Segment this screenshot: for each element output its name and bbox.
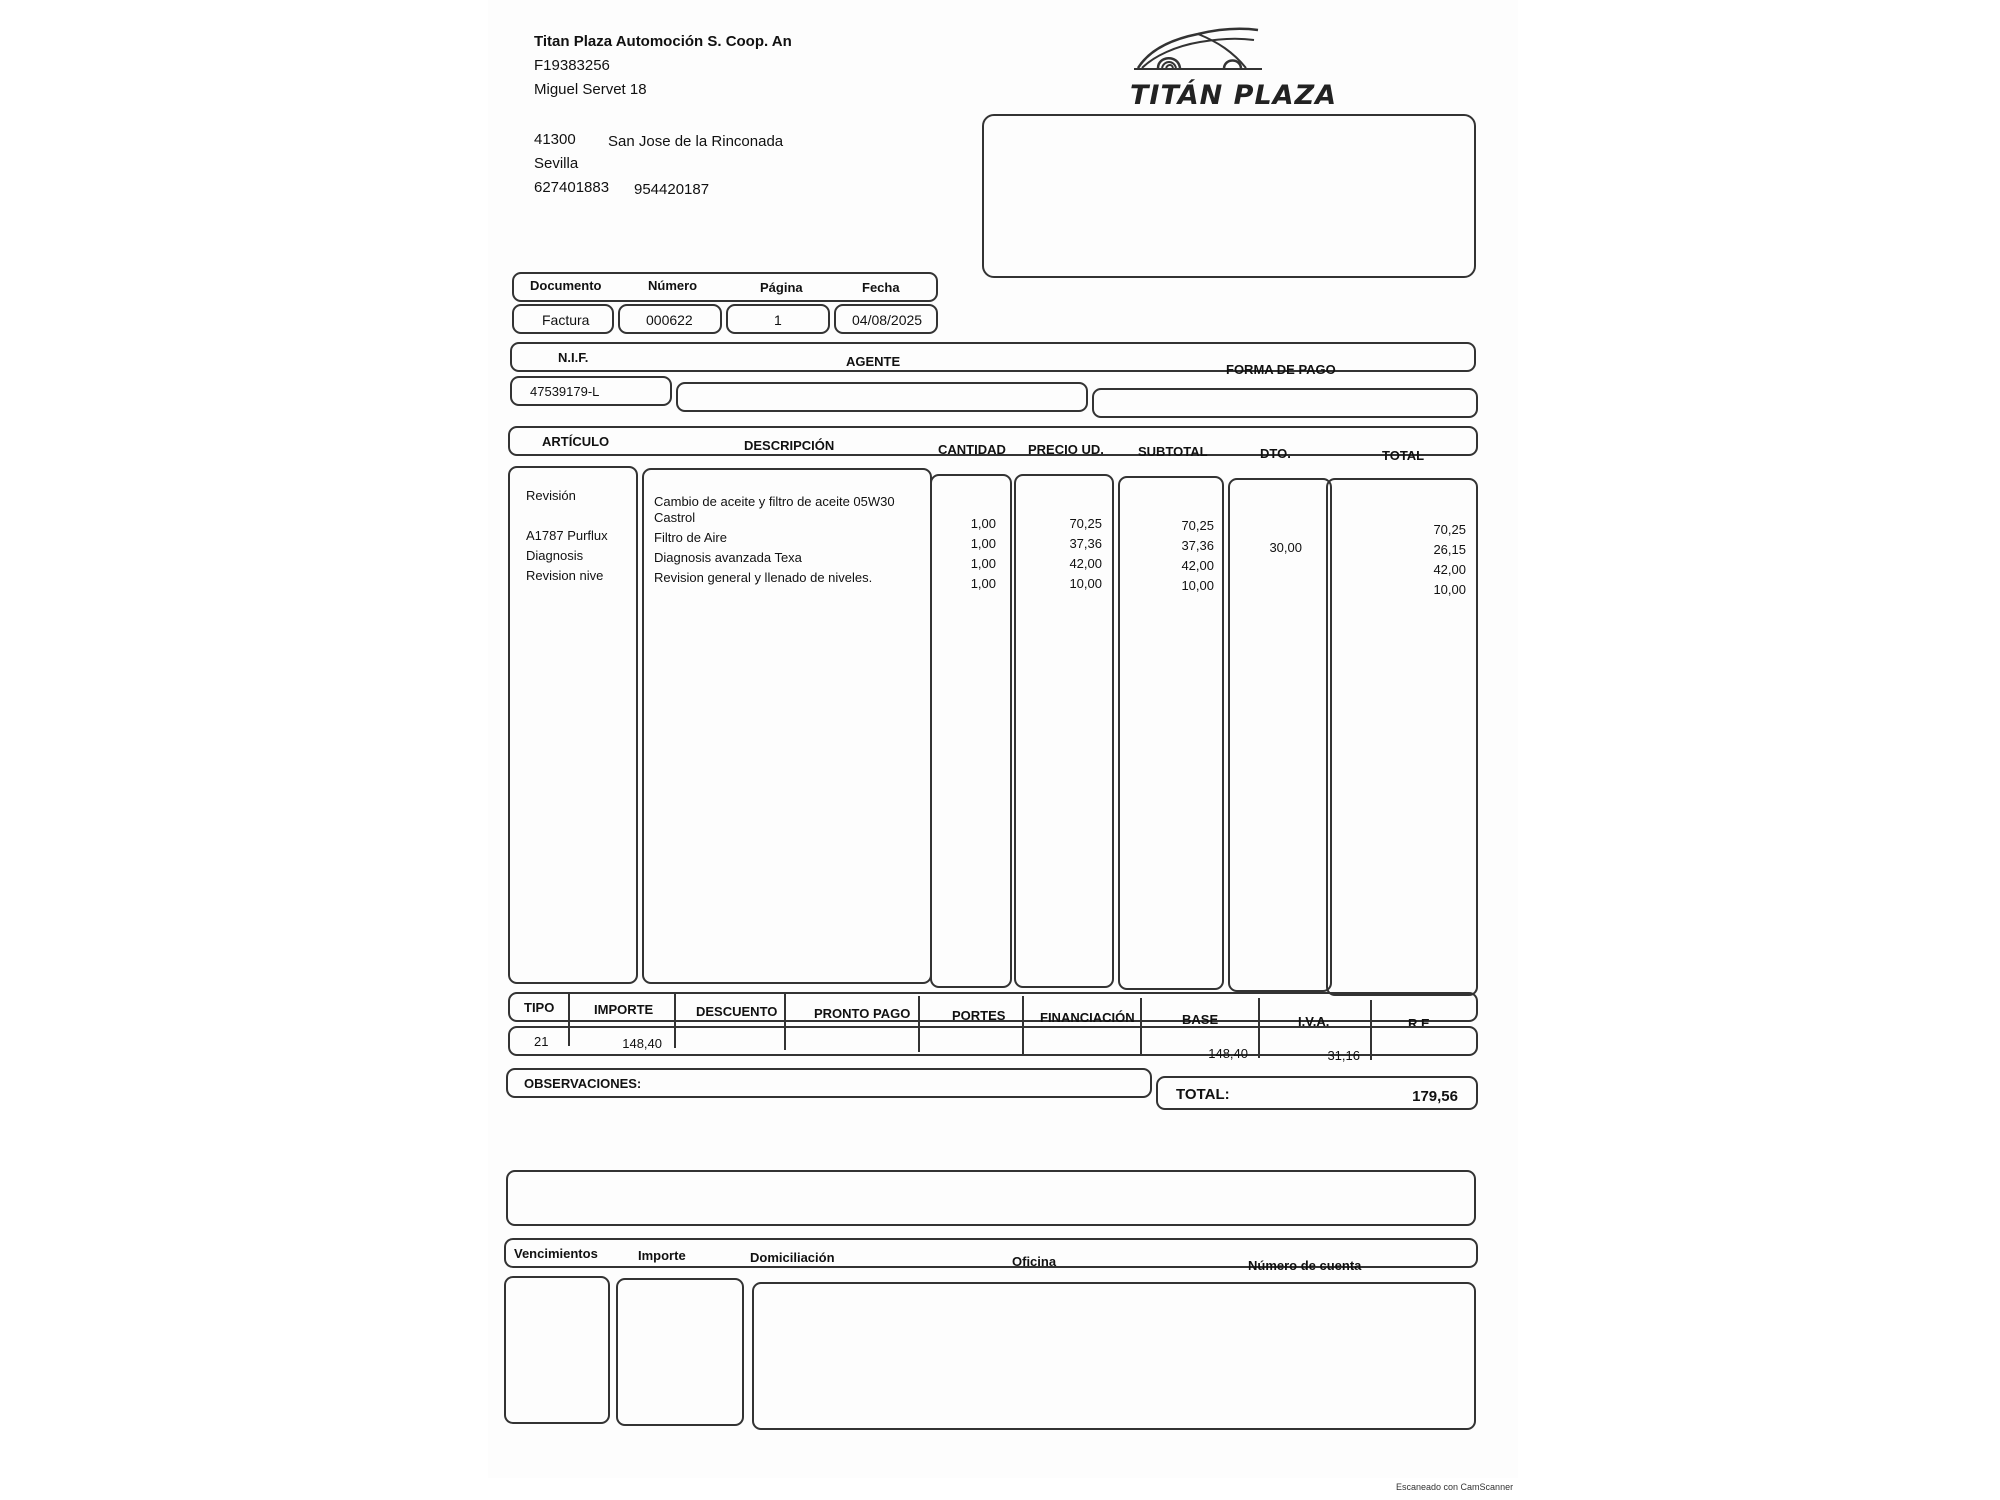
item-subtotal: 10,00 (1181, 578, 1214, 593)
company-postal-code: 41300 (534, 131, 576, 148)
invoice-paper (488, 0, 1518, 1478)
header-tipo: TIPO (524, 1000, 555, 1015)
item-descripcion: Cambio de aceite y filtro de aceite 05W30 (654, 494, 895, 509)
articulo-column (508, 466, 638, 984)
nif-value: 47539179-L (530, 384, 600, 399)
header-oficina: Oficina (1012, 1254, 1057, 1269)
header-base: BASE (1182, 1012, 1219, 1027)
header-domiciliacion: Domiciliación (750, 1250, 835, 1265)
item-descripcion-line2: Castrol (654, 510, 696, 525)
item-precio: 42,00 (1069, 556, 1102, 571)
iva-value: 31,16 (1327, 1048, 1360, 1063)
tipo-value: 21 (534, 1034, 549, 1049)
cantidad-column (930, 474, 1012, 988)
item-cantidad: 1,00 (970, 516, 996, 531)
header-descuento: DESCUENTO (696, 1004, 778, 1019)
domiciliacion-box (752, 1282, 1476, 1430)
header-iva: I.V.A. (1298, 1014, 1330, 1029)
item-cantidad: 1,00 (970, 536, 996, 551)
item-precio: 70,25 (1069, 516, 1102, 531)
label-fecha: Fecha (862, 280, 900, 295)
fecha-value: 04/08/2025 (852, 312, 923, 328)
total-box (1156, 1076, 1478, 1110)
label-pagina: Página (760, 280, 803, 295)
dto-column (1228, 478, 1332, 992)
label-documento: Documento (530, 278, 602, 293)
agente-field (676, 382, 1088, 412)
precio-column (1014, 474, 1114, 988)
header-portes: PORTES (952, 1008, 1006, 1023)
numero-field (618, 304, 722, 334)
car-silhouette-icon (1128, 22, 1268, 76)
item-articulo: Revision nive (526, 568, 604, 583)
label-numero: Número (648, 278, 698, 293)
documento-value: Factura (542, 312, 590, 328)
header-articulo: ARTÍCULO (542, 434, 610, 449)
company-phone-1: 627401883 (534, 179, 610, 196)
item-articulo: A1787 Purflux (526, 528, 608, 543)
item-descripcion: Revision general y llenado de niveles. (654, 570, 873, 585)
company-city: San Jose de la Rinconada (608, 133, 784, 150)
header-precio: PRECIO UD. (1028, 442, 1104, 457)
item-total: 26,15 (1433, 542, 1466, 557)
logo-text: TITÁN PLAZA (1130, 80, 1338, 111)
importe-pago-box (616, 1278, 744, 1426)
item-total: 42,00 (1433, 562, 1466, 577)
item-subtotal: 42,00 (1181, 558, 1214, 573)
company-street: Miguel Servet 18 (534, 81, 647, 98)
header-re: R.E. (1408, 1016, 1434, 1031)
label-nif: N.I.F. (558, 350, 589, 365)
header-vencimientos: Vencimientos (514, 1246, 598, 1261)
item-cantidad: 1,00 (970, 556, 996, 571)
documento-field (512, 304, 614, 334)
company-phone-2: 954420187 (634, 181, 710, 198)
total-value: 179,56 (1412, 1088, 1458, 1105)
item-cantidad: 1,00 (970, 576, 996, 591)
descripcion-column (642, 468, 932, 984)
item-total: 10,00 (1433, 582, 1466, 597)
item-total: 70,25 (1433, 522, 1466, 537)
header-pronto-pago: PRONTO PAGO (814, 1006, 911, 1021)
nif-field (510, 376, 672, 406)
header-cantidad: CANTIDAD (938, 442, 1006, 457)
item-subtotal: 70,25 (1181, 518, 1214, 533)
fecha-field (834, 304, 938, 334)
pagina-field (726, 304, 830, 334)
label-agente: AGENTE (846, 354, 901, 369)
vencimientos-box (504, 1276, 610, 1424)
client-address-box (982, 114, 1476, 278)
item-dto: 30,00 (1269, 540, 1302, 555)
subtotal-column (1118, 476, 1224, 990)
company-cif: F19383256 (534, 57, 610, 74)
company-province: Sevilla (534, 155, 579, 172)
item-articulo: Revisión (526, 488, 576, 503)
header-subtotal: SUBTOTAL (1138, 444, 1208, 459)
label-forma-pago: FORMA DE PAGO (1226, 362, 1336, 377)
header-importe-pago: Importe (638, 1248, 686, 1263)
notes-box (506, 1170, 1476, 1226)
header-total: TOTAL (1382, 448, 1425, 463)
importe-value: 148,40 (622, 1036, 662, 1051)
header-descripcion: DESCRIPCIÓN (744, 438, 835, 453)
header-financiacion: FINANCIACIÓN (1040, 1010, 1135, 1025)
pagina-value: 1 (774, 312, 782, 328)
observaciones-label: OBSERVACIONES: (524, 1076, 642, 1091)
item-descripcion: Diagnosis avanzada Texa (654, 550, 802, 565)
header-importe: IMPORTE (594, 1002, 654, 1017)
numero-value: 000622 (646, 312, 693, 328)
observaciones-box (506, 1068, 1152, 1098)
forma-pago-field (1092, 388, 1478, 418)
item-precio: 10,00 (1069, 576, 1102, 591)
total-label: TOTAL: (1176, 1086, 1230, 1103)
header-numero-cuenta: Número de cuenta (1248, 1258, 1362, 1273)
scanner-note: Escaneado con CamScanner (1396, 1482, 1514, 1492)
item-precio: 37,36 (1069, 536, 1102, 551)
company-name: Titan Plaza Automoción S. Coop. An (534, 33, 792, 50)
item-subtotal: 37,36 (1181, 538, 1214, 553)
item-descripcion: Filtro de Aire (654, 530, 727, 545)
header-dto: DTO. (1260, 446, 1291, 461)
item-articulo: Diagnosis (526, 548, 584, 563)
base-value: 148,40 (1208, 1046, 1248, 1061)
